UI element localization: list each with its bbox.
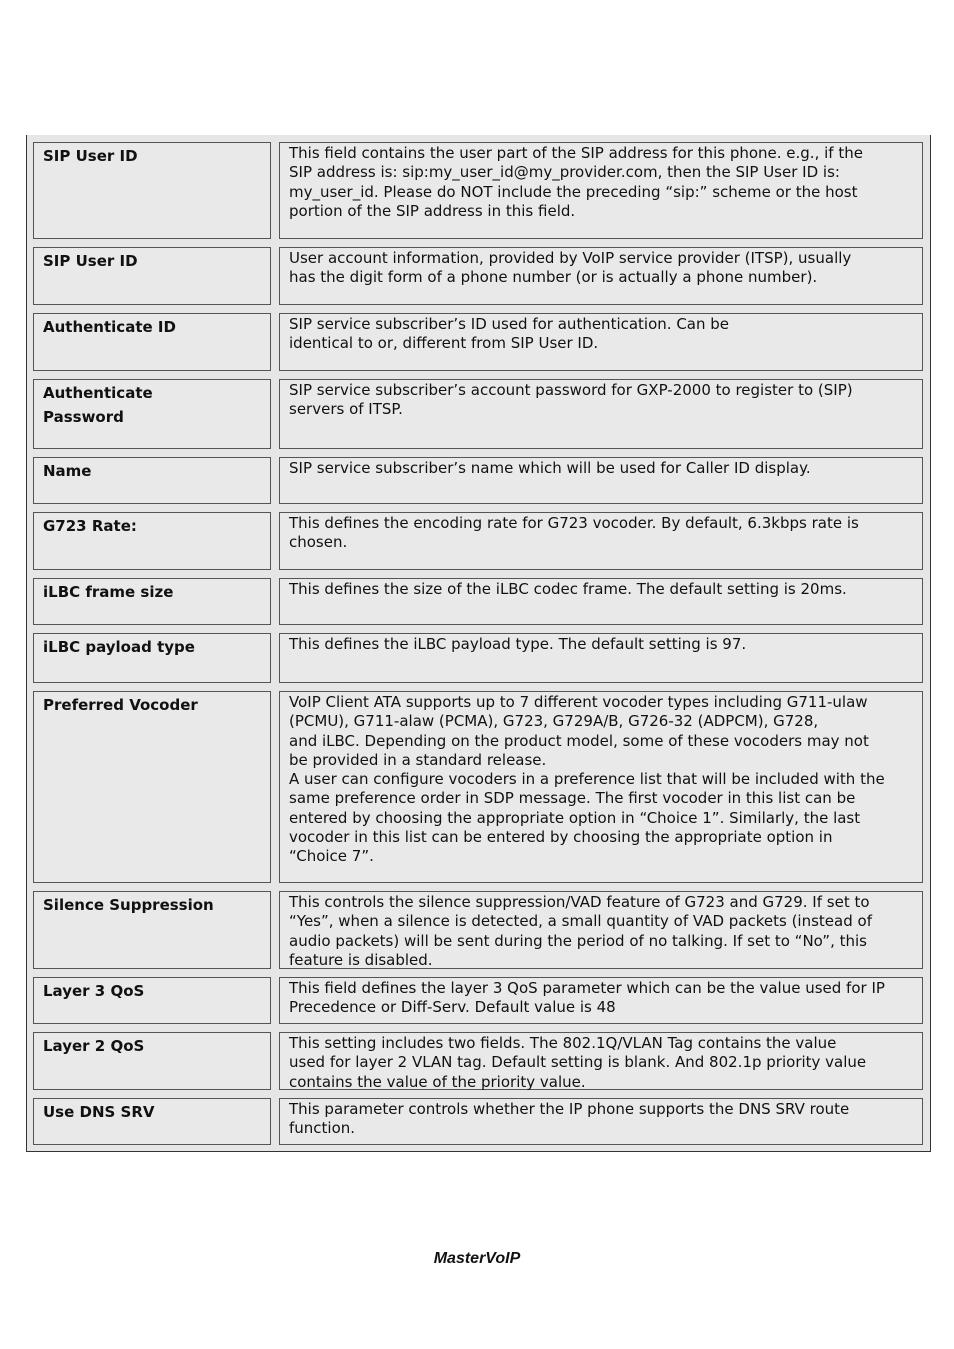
table-row-ilbc-payload-type bbox=[27, 633, 930, 683]
field-description: VoIP Client ATA supports up to 7 different vocoder types including G711-ulaw (PCMU), G711-alaw (PCMA), G723, G729A/B, G726-32 (ADPCM), G728, and iLBC. Depending on the product model, some of these vocoders may not be provided in a standard release. A user can configure vocoders in a preference list that will be included with the same preference order in SDP message. The first vocoder in this list can be entered by choosing the appropriate option in “Choice 1”. Similarly, the last vocoder in this list can be entered by choosing the appropriate option in “Choice 7”. bbox=[279, 691, 923, 883]
table-row-sip-user-id-2 bbox=[27, 247, 930, 305]
field-description: This defines the size of the iLBC codec frame. The default setting is 20ms. bbox=[279, 578, 923, 625]
field-description: SIP service subscriber’s account password for GXP-2000 to register to (SIP) servers of ITSP. bbox=[279, 379, 923, 449]
field-label: Layer 3 QoS bbox=[33, 977, 271, 1024]
field-description: User account information, provided by VoIP service provider (ITSP), usually has the digit form of a phone number (or is actually a phone number). bbox=[279, 247, 923, 305]
table-row-layer2-qos bbox=[27, 1032, 930, 1090]
field-label: Layer 2 QoS bbox=[33, 1032, 271, 1090]
table-row-authenticate-password bbox=[27, 379, 930, 449]
field-description: This parameter controls whether the IP phone supports the DNS SRV route function. bbox=[279, 1098, 923, 1145]
field-label: Silence Suppression bbox=[33, 891, 271, 969]
field-label: Preferred Vocoder bbox=[33, 691, 271, 883]
field-label: G723 Rate: bbox=[33, 512, 271, 570]
field-description: This field contains the user part of the SIP address for this phone. e.g., if the SIP address is: sip:my_user_id@my_provider.com, then the SIP User ID is: my_user_id. Please do NOT include the preceding “sip:” scheme or the host portion of the SIP address in this field. bbox=[279, 142, 923, 239]
field-label: Authenticate ID bbox=[33, 313, 271, 371]
table-row-ilbc-frame-size bbox=[27, 578, 930, 625]
field-description: This field defines the layer 3 QoS parameter which can be the value used for IP Precedence or Diff-Serv. Default value is 48 bbox=[279, 977, 923, 1024]
table-row-layer3-qos bbox=[27, 977, 930, 1024]
field-label: iLBC frame size bbox=[33, 578, 271, 625]
table-row-preferred-vocoder bbox=[27, 691, 930, 883]
field-description: This controls the silence suppression/VAD feature of G723 and G729. If set to “Yes”, when a silence is detected, a small quantity of VAD packets (instead of audio packets) will be sent during the period of no talking. If set to “No”, this feature is disabled. bbox=[279, 891, 923, 969]
field-description: This defines the encoding rate for G723 vocoder. By default, 6.3kbps rate is chosen. bbox=[279, 512, 923, 570]
field-description: SIP service subscriber’s ID used for authentication. Can be identical to or, different from SIP User ID. bbox=[279, 313, 923, 371]
table-row-g723-rate bbox=[27, 512, 930, 570]
table-row-use-dns-srv bbox=[27, 1098, 930, 1145]
field-label: SIP User ID bbox=[33, 247, 271, 305]
table-row-name bbox=[27, 457, 930, 504]
field-description: This setting includes two fields. The 802.1Q/VLAN Tag contains the value used for layer 2 VLAN tag. Default setting is blank. And 802.1p priority value contains the value of the priority value. bbox=[279, 1032, 923, 1090]
field-label: iLBC payload type bbox=[33, 633, 271, 683]
field-label: Name bbox=[33, 457, 271, 504]
settings-table bbox=[26, 135, 931, 1152]
table-row-sip-user-id bbox=[27, 142, 930, 239]
field-description: SIP service subscriber’s name which will be used for Caller ID display. bbox=[279, 457, 923, 504]
table-row-silence-suppression bbox=[27, 891, 930, 969]
table-row-authenticate-id bbox=[27, 313, 930, 371]
field-description: This defines the iLBC payload type. The default setting is 97. bbox=[279, 633, 923, 683]
field-label: Use DNS SRV bbox=[33, 1098, 271, 1145]
field-label: Authenticate Password bbox=[33, 379, 271, 449]
page-footer: MasterVoIP bbox=[433, 1250, 521, 1267]
field-label: SIP User ID bbox=[33, 142, 271, 239]
